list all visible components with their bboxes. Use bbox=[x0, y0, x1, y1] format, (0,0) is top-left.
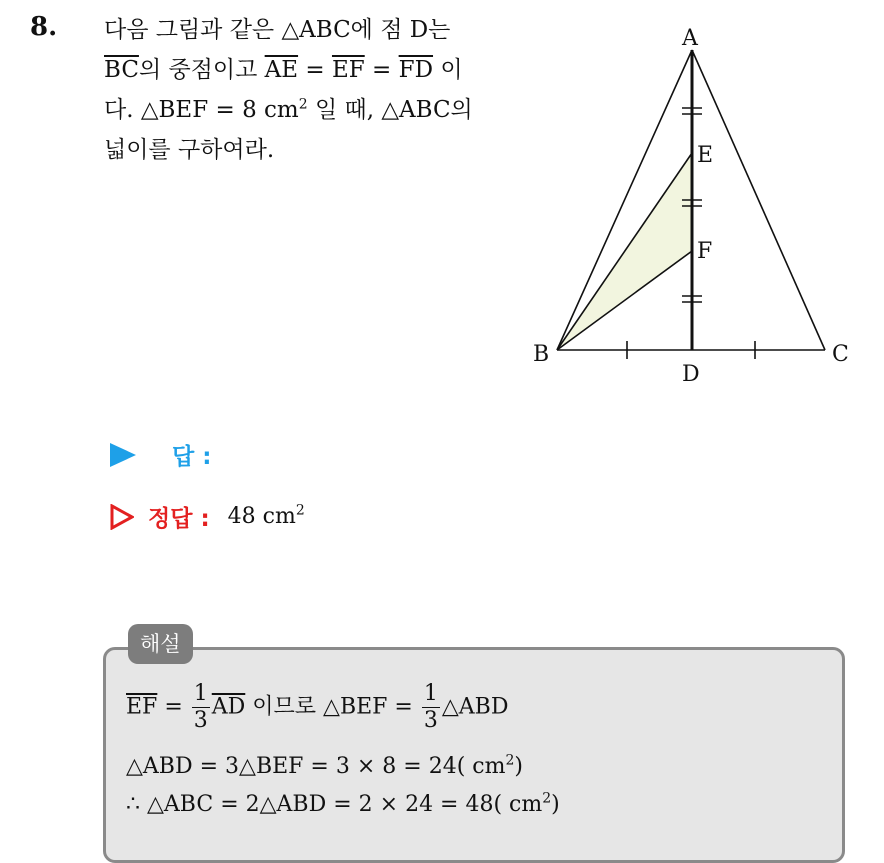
solution-line-3 bbox=[126, 792, 560, 817]
problem-line-3-pre: 다. △BEF = 8 cm bbox=[104, 97, 299, 123]
sol-line-3-close: ) bbox=[551, 792, 560, 817]
outline-arrow-icon bbox=[110, 504, 134, 530]
segment-ae: $\overline{AE}$ bbox=[264, 57, 299, 83]
problem-number: 8. bbox=[30, 12, 58, 42]
label-a: A bbox=[682, 26, 698, 51]
correct-answer-label: 정답 : bbox=[148, 506, 210, 532]
label-b: B bbox=[533, 342, 550, 367]
sol-segment-ad: $\overline{AD}$ bbox=[211, 694, 246, 720]
segment-fd: $\overline{FD}$ bbox=[398, 57, 434, 83]
fraction-one-third-2 bbox=[422, 683, 440, 732]
play-arrow-icon bbox=[110, 443, 136, 467]
solution-line-2 bbox=[126, 754, 523, 779]
solution-line-1 bbox=[126, 683, 508, 732]
sol-line-2-close: ) bbox=[514, 754, 523, 779]
denominator: 3 bbox=[193, 708, 208, 733]
equals-2: = bbox=[364, 57, 399, 83]
segment-bc: $\overline{BC}$ bbox=[104, 57, 139, 83]
correct-answer-sup: 2 bbox=[295, 502, 305, 519]
problem-text bbox=[104, 10, 504, 170]
problem-line-2-end: 이 bbox=[433, 57, 463, 83]
label-d: D bbox=[682, 362, 700, 387]
side-ac bbox=[692, 50, 825, 350]
answer-label: 답 : bbox=[172, 444, 212, 470]
segment-ef: $\overline{EF}$ bbox=[331, 57, 365, 83]
problem-line-3-post: 일 때, △ABC의 bbox=[307, 97, 473, 123]
label-e: E bbox=[697, 143, 714, 168]
problem-line-1: 다음 그림과 같은 △ABC에 점 D는 bbox=[104, 17, 451, 43]
correct-answer-number: 48 cm bbox=[227, 504, 296, 529]
superscript-2: 2 bbox=[298, 96, 308, 113]
sol-segment-ef: $\overline{EF}$ bbox=[126, 694, 158, 720]
label-f: F bbox=[697, 239, 713, 264]
sol-line-3-text: ∴ △ABC = 2△ABD = 2 × 24 = 48( cm bbox=[126, 792, 543, 817]
sol-line-2-text: △ABD = 3△BEF = 3 × 8 = 24( cm bbox=[126, 754, 506, 779]
problem-line-2-mid: 의 중점이고 bbox=[138, 57, 265, 83]
sol-eq: = bbox=[157, 694, 190, 720]
label-c: C bbox=[832, 342, 849, 367]
problem-line-2 bbox=[104, 50, 504, 90]
solution-tab: 해설 bbox=[128, 624, 193, 664]
correct-answer-row bbox=[110, 500, 305, 533]
numerator: 1 bbox=[193, 681, 208, 706]
problem-line-3 bbox=[104, 90, 504, 130]
sol-end: △ABD bbox=[441, 694, 509, 720]
sol-line-3-sup: 2 bbox=[542, 790, 552, 807]
answer-row bbox=[110, 438, 211, 471]
sol-mid: 이므로 △BEF = bbox=[245, 694, 420, 720]
problem-line-4: 넓이를 구하여라. bbox=[104, 137, 275, 163]
sol-line-2-sup: 2 bbox=[505, 752, 515, 769]
numerator-2: 1 bbox=[423, 681, 438, 706]
triangle-figure bbox=[520, 20, 860, 390]
denominator-2: 3 bbox=[423, 708, 438, 733]
correct-answer-value bbox=[228, 504, 305, 529]
equals-1: = bbox=[298, 57, 332, 83]
fraction-one-third bbox=[192, 683, 210, 732]
